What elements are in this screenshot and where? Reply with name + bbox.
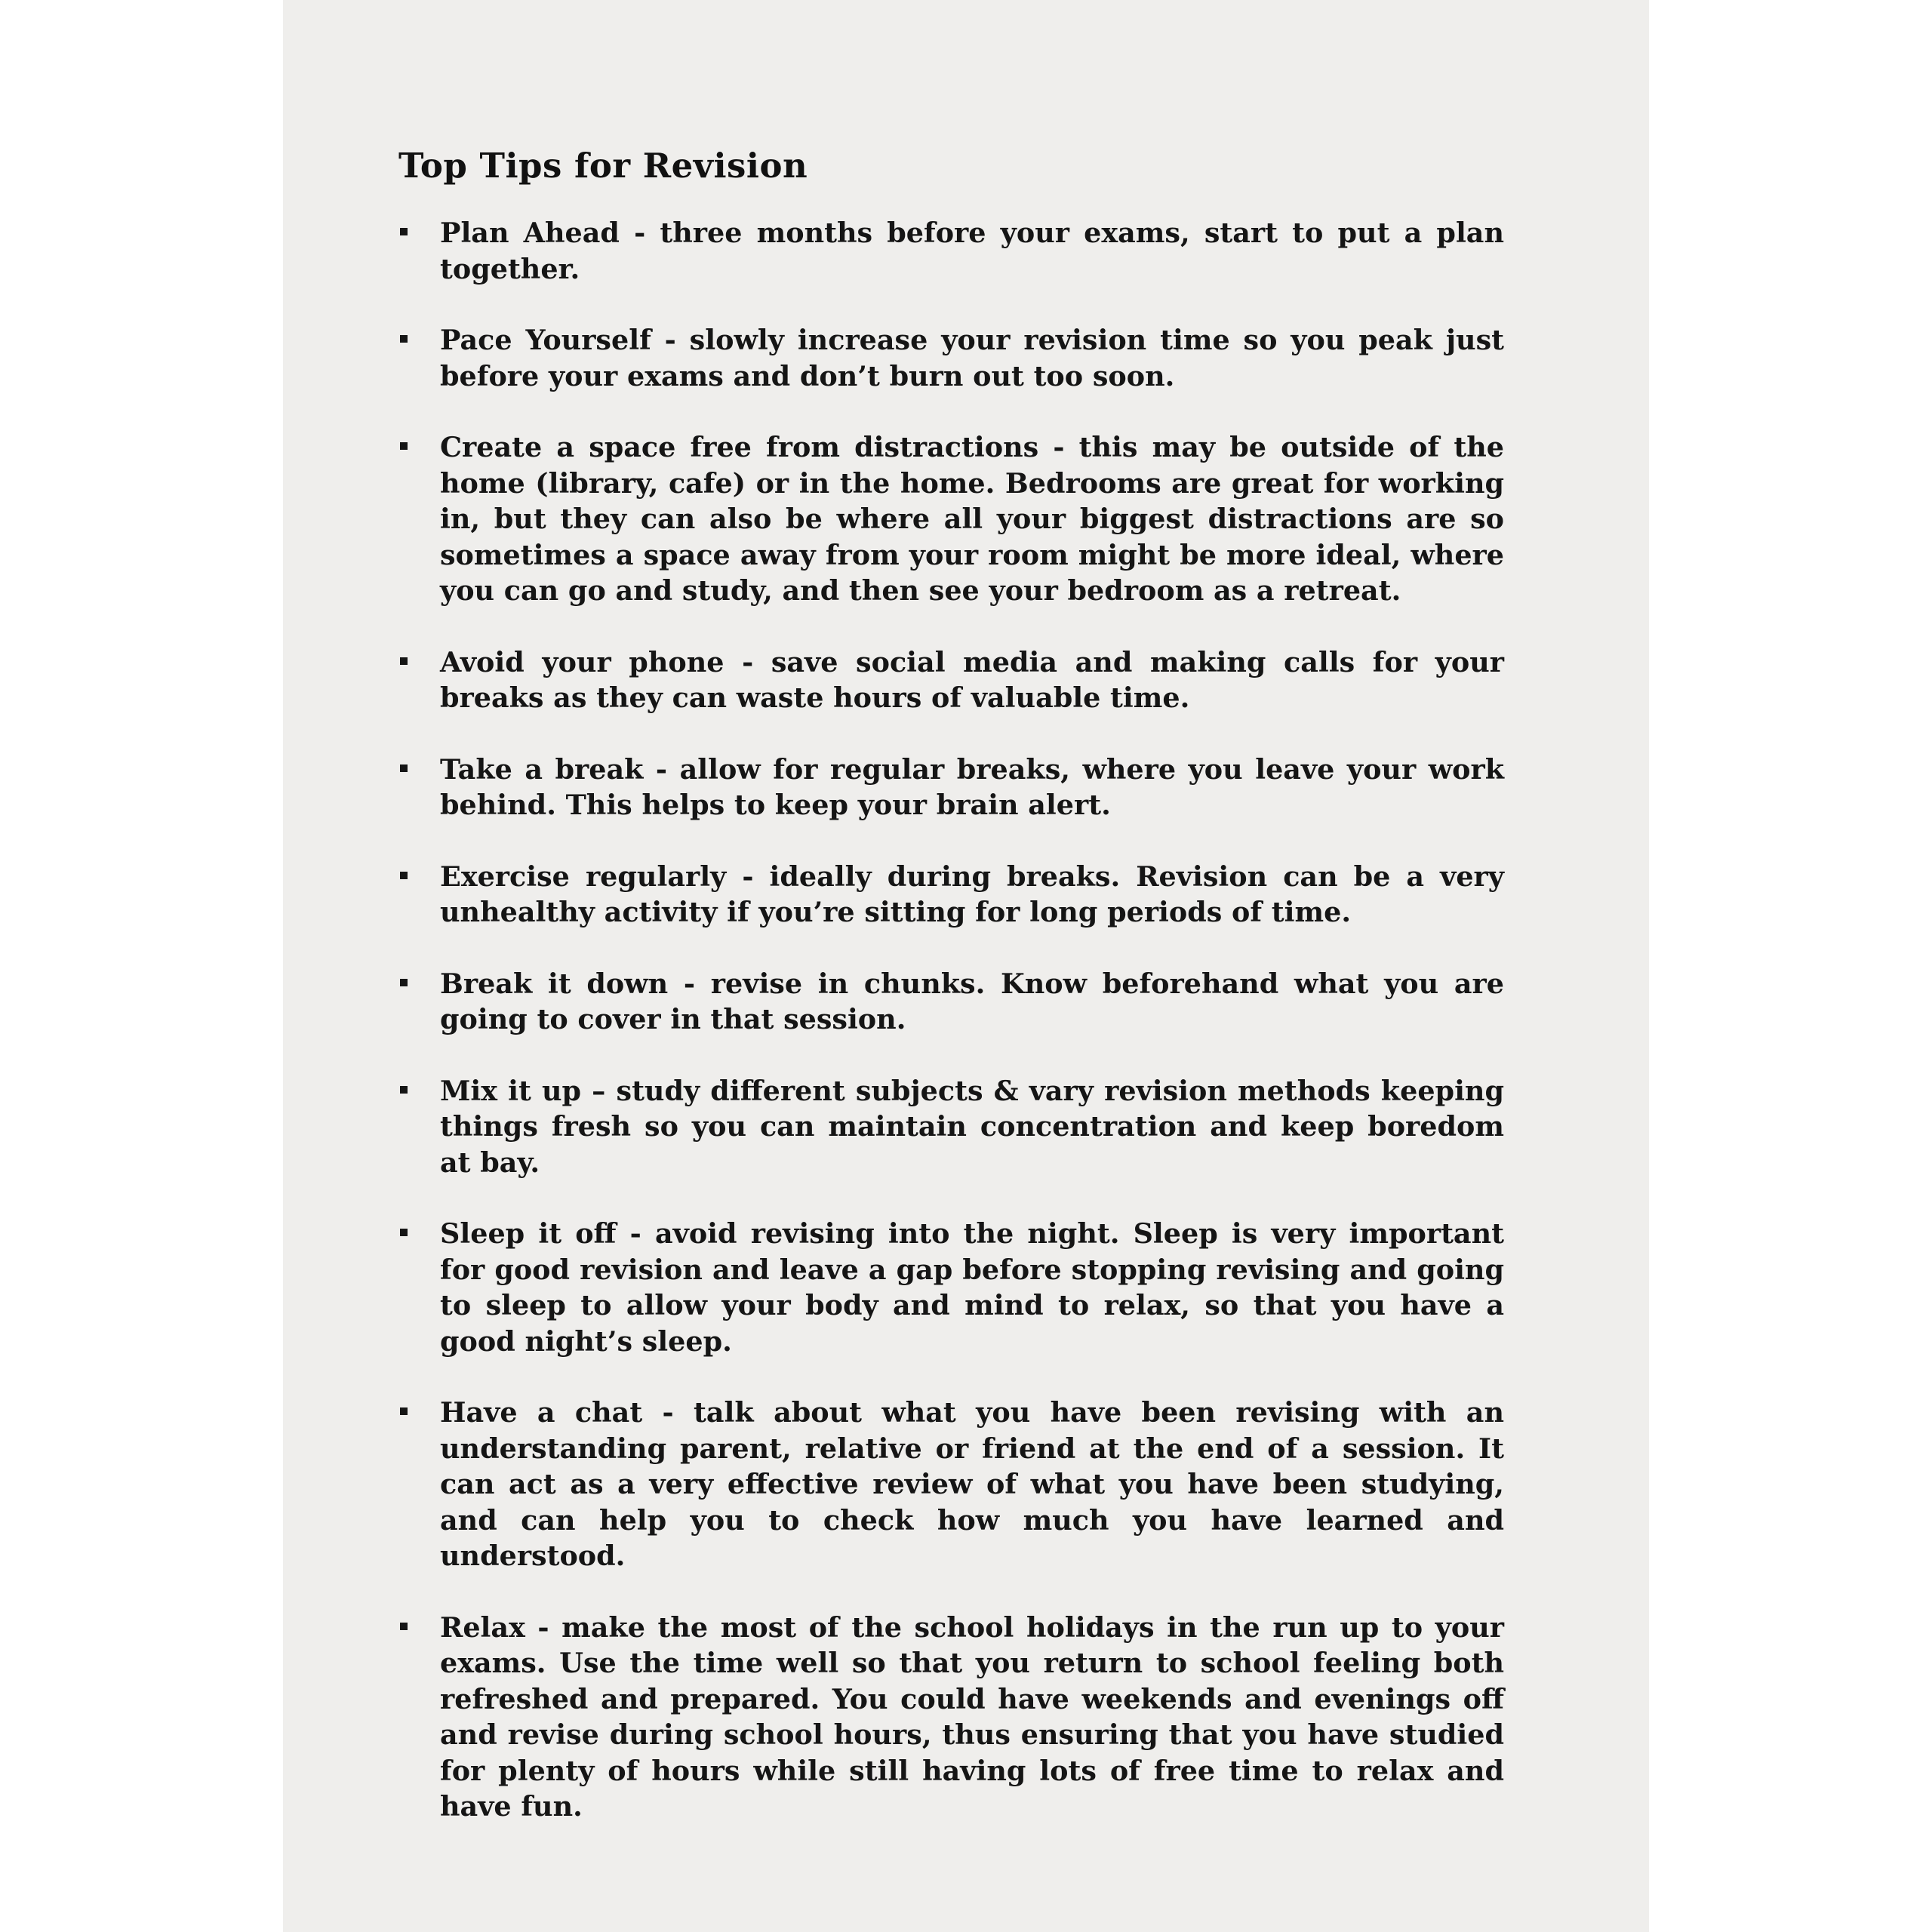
square-bullet-icon — [400, 764, 408, 772]
square-bullet-icon — [400, 1229, 408, 1236]
tip-text: Pace Yourself - slowly increase your revision time so you peak just before your exams and don’t burn out too soon. — [440, 324, 1504, 392]
list-item — [398, 1610, 1504, 1825]
list-item — [398, 1073, 1504, 1181]
list-item — [398, 752, 1504, 823]
square-bullet-icon — [400, 1086, 408, 1094]
square-bullet-icon — [400, 1623, 408, 1630]
tip-text: Relax - make the most of the school holidays in the run up to your exams. Use the time well so that you return to school feeling both refreshed and prepared. You could have weekends and evenings off and revise during school hours, thus ensuring that you have studied for plenty of hours while still having lots of free time to relax and have fun. — [440, 1611, 1504, 1823]
square-bullet-icon — [400, 442, 408, 450]
tip-text: Have a chat - talk about what you have been revising with an understanding parent, relative or friend at the end of a session. It can act as a very effective review of what you have been studying, and can help you to check how much you have learned and understood. — [440, 1396, 1504, 1572]
square-bullet-icon — [400, 979, 408, 986]
tip-text: Take a break - allow for regular breaks, where you leave your work behind. This helps to keep your brain alert. — [440, 752, 1504, 821]
tip-text: Sleep it off - avoid revising into the night. Sleep is very important for good revision and leave a gap before stopping revising and going to sleep to allow your body and mind to relax, so that you have a good night’s sleep. — [440, 1217, 1504, 1358]
list-item — [398, 1395, 1504, 1574]
tip-text: Exercise regularly - ideally during breaks. Revision can be a very unhealthy activity if you’re sitting for long periods of time. — [440, 860, 1504, 928]
document-title: Top Tips for Revision — [398, 146, 808, 186]
square-bullet-icon — [400, 228, 408, 235]
list-item — [398, 215, 1504, 287]
tip-text: Avoid your phone - save social media and making calls for your breaks as they can waste hours of valuable time. — [440, 645, 1504, 714]
square-bullet-icon — [400, 1407, 408, 1415]
list-item — [398, 966, 1504, 1038]
list-item — [398, 1216, 1504, 1359]
square-bullet-icon — [400, 335, 408, 343]
tip-text: Mix it up – study different subjects & vary revision methods keeping things fresh so you can maintain concentration and keep boredom at bay. — [440, 1074, 1504, 1179]
list-item — [398, 322, 1504, 394]
tip-text: Break it down - revise in chunks. Know beforehand what you are going to cover in that session. — [440, 967, 1504, 1035]
document-page — [283, 0, 1649, 1932]
tips-list — [398, 215, 1504, 1825]
list-item — [398, 645, 1504, 716]
square-bullet-icon — [400, 872, 408, 879]
square-bullet-icon — [400, 657, 408, 665]
list-item — [398, 429, 1504, 609]
tip-text: Plan Ahead - three months before your exams, start to put a plan together. — [440, 217, 1504, 285]
tip-text: Create a space free from distractions - this may be outside of the home (library, cafe) or in the home. Bedrooms are great for working in, but they can also be where all your biggest distractions are so sometimes a space away from your room might be more ideal, where you can go and study, and then see your bedroom as a retreat. — [440, 431, 1504, 607]
list-item — [398, 859, 1504, 931]
